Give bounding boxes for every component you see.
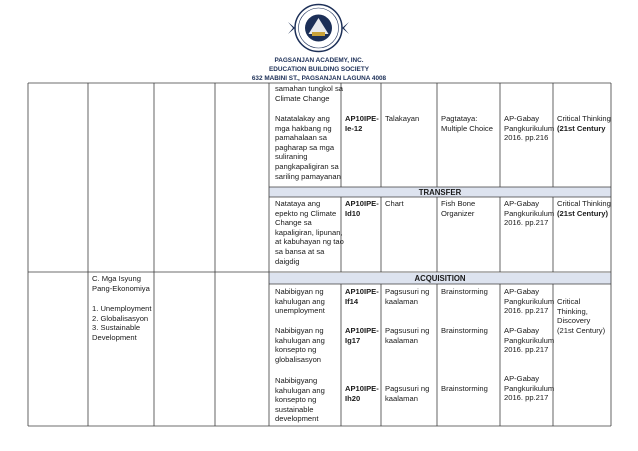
assessment-text: Brainstorming [441,287,488,296]
topic-title: C. Mga Isyung Pang-Ekonomiya [92,274,150,293]
activity-text: Pagsusuri ng kaalaman [385,384,430,403]
values-text: Critical Thinking, Discovery (21st Century) [557,297,606,335]
activity-text: Talakayan [385,114,420,123]
activity-text: Chart [385,199,404,208]
competency-code: AP10IPE- Ih20 [345,384,379,403]
assessment-text: Brainstorming [441,326,488,335]
section-band-acquisition: ACQUISITION [414,274,466,283]
assessment-text: Pagtataya: Multiple Choice [441,114,493,133]
competency-text: Nabibigyan ng kahulugan ang unemployment [275,287,325,316]
topic-items: 1. Unemployment 2. Globalisasyon 3. Sustainable Development [92,304,152,342]
section-band-transfer: TRANSFER [418,187,462,197]
resources-text: AP-Gabay Pangkurikulum 2016. pp.217 [504,199,555,228]
competency-code: AP10IPE- Ie-12 [345,114,379,133]
resources-text: AP-Gabay Pangkurikulum 2016. pp.217 [504,287,555,316]
resources-text: AP-Gabay Pangkurikulum 2016. pp.217 [504,374,555,403]
school-name: PAGSANJAN ACADEMY, INC. [274,57,364,64]
competency-code: AP10IPE- Ig17 [345,326,379,345]
competency-text: Natatalakay ang mga hakbang ng pamahalaan sa pagharap sa mga suliraning pangkapaligiran sa sariling pamayanan [275,114,341,181]
resources-text: AP-Gabay Pangkurikulum 2016. pp.217 [504,326,555,355]
activity-text: Pagsusuri ng kaalaman [385,287,430,306]
assessment-text: Fish Bone Organizer [441,199,476,218]
competency-code: AP10IPE- If14 [345,287,379,306]
assessment-text: Brainstorming [441,384,488,393]
competency-text: Natataya ang epekto ng Climate Change sa kapaligiran, lipunan, at kabuhayan ng tao sa bansa at sa daigdig [275,199,344,266]
competency-text: Nabibigyan ng kahulugan ang konsepto ng globalisasyon [275,326,325,364]
values-text: (21st Century [557,124,606,133]
values-text: (21st Century) [557,209,609,218]
competency-text: Nabibigyang kahulugan ang konsepto ng sustainable development [275,376,325,424]
values-text: Critical Thinking [557,114,611,123]
school-society: EDUCATION BUILDING SOCIETY [268,66,369,73]
competency-code: AP10IPE- Id10 [345,199,379,218]
resources-text: AP-Gabay Pangkurikulum 2016. pp.216 [504,114,555,143]
competency-text: samahan tungkol sa Climate Change [275,84,343,103]
school-address: 632 MABINI ST., PAGSANJAN LAGUNA 4008 [251,75,387,82]
activity-text: Pagsusuri ng kaalaman [385,326,430,345]
values-text: Critical Thinking [557,199,611,208]
